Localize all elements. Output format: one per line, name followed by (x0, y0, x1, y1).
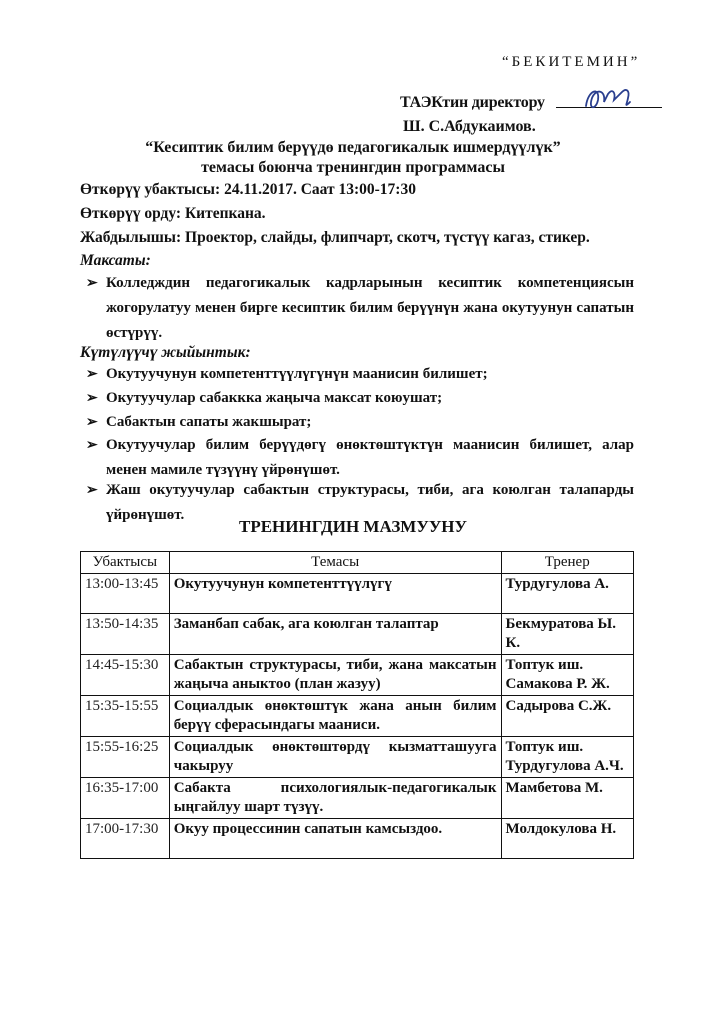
title-line-2: темасы боюнча тренингдин программасы (201, 159, 505, 176)
info-time (80, 180, 640, 201)
cell-topic: Сабакта психологиялык-педагогикалык ыңгайлуу шарт түзүү. (169, 778, 501, 819)
cell-topic: Социалдык өнөктөштөрдү кызматташууга чакыруу (169, 737, 501, 778)
training-table (80, 551, 634, 859)
table-row (81, 614, 634, 655)
director-position: ТАЭКтин директору (400, 94, 545, 111)
cell-topic: Социалдык өнөктөштүк жана анын билим берүү сферасындагы мааниси. (169, 696, 501, 737)
result-text: Сабактын сапаты жакшырат; (106, 414, 312, 430)
table-row (81, 574, 634, 614)
cell-time: 14:45-15:30 (81, 655, 170, 696)
cell-topic: Окуу процессинин сапатын камсыздоо. (169, 819, 501, 859)
cell-trainer: Топтук иш. Самакова Р. Ж. (501, 655, 633, 696)
result-text: Окутуучулар сабаккка жаңыча максат коюушат; (106, 390, 443, 406)
cell-time: 15:35-15:55 (81, 696, 170, 737)
signature-icon (578, 80, 638, 116)
arrow-bullet-icon: ➢ (86, 415, 98, 430)
info-place-label: Өткөрүү орду: (80, 205, 182, 222)
result-item-3 (86, 410, 634, 435)
content-heading: ТРЕНИНГДИН МАЗМУУНУ (238, 517, 467, 536)
arrow-bullet-icon: ➢ (86, 483, 98, 498)
document-title (80, 138, 626, 178)
goals-label: Максаты: (80, 252, 151, 269)
info-place (80, 204, 640, 225)
table-row (81, 819, 634, 859)
director-name: Ш. С.Абдукаимов. (403, 118, 536, 135)
result-item-4 (86, 433, 634, 483)
result-text: Жаш окутуучулар сабактын структурасы, тиби, ага коюлган талапарды үйрөнүшөт. (106, 482, 634, 523)
result-item-2 (86, 386, 634, 411)
cell-topic: Окутуучунун компетенттүүлүгү (169, 574, 501, 614)
info-equipment-label: Жабдылышы: (80, 229, 182, 246)
info-place-value: Китепкана. (181, 205, 266, 222)
goal-item (86, 271, 634, 346)
arrow-bullet-icon: ➢ (86, 367, 98, 382)
info-equipment (80, 228, 640, 249)
cell-time: 17:00-17:30 (81, 819, 170, 859)
cell-trainer: Бекмуратова Ы. К. (501, 614, 633, 655)
arrow-bullet-icon: ➢ (86, 391, 98, 406)
header-time: Убактысы (81, 552, 170, 574)
result-text: Окутуучунун компетенттүүлүгүнүн маанисин билишет; (106, 366, 488, 382)
info-time-value: 24.11.2017. Саат 13:00-17:30 (220, 181, 416, 198)
arrow-bullet-icon: ➢ (86, 276, 98, 291)
title-line-1: “Кесиптик билим берүүдө педагогикалык ишмердүүлүк” (145, 139, 561, 156)
cell-time: 16:35-17:00 (81, 778, 170, 819)
table-row (81, 655, 634, 696)
result-item-1 (86, 362, 634, 387)
info-equipment-value: Проектор, слайды, флипчарт, скотч, түстүү кагаз, стикер. (181, 229, 590, 246)
goal-text: Колледждин педагогикалык кадрларынын кесиптик компетенциясын жогорулатуу менен бирге кесиптик билим берүүнүн жана окутуунун сапатын өстүрүү. (106, 275, 634, 341)
cell-trainer: Топтук иш. Турдугулова А.Ч. (501, 737, 633, 778)
results-label: Күтүлүүчү жыйынтык: (80, 344, 251, 361)
cell-time: 13:00-13:45 (81, 574, 170, 614)
table-row (81, 778, 634, 819)
table-header-row (81, 552, 634, 574)
header-trainer: Тренер (501, 552, 633, 574)
cell-time: 13:50-14:35 (81, 614, 170, 655)
cell-trainer: Турдугулова А. (501, 574, 633, 614)
table-row (81, 696, 634, 737)
arrow-bullet-icon: ➢ (86, 438, 98, 453)
cell-trainer: Садырова С.Ж. (501, 696, 633, 737)
cell-trainer: Мамбетова М. (501, 778, 633, 819)
cell-topic: Заманбап сабак, ага коюлган талаптар (169, 614, 501, 655)
approval-stamp-text: “БЕКИТЕМИН” (502, 54, 641, 70)
result-text: Окутуучулар билим берүүдөгү өнөктөштүктүн маанисин билишет, алар менен мамиле түзүүнү үйрөнүшөт. (106, 437, 634, 478)
table-row (81, 737, 634, 778)
cell-topic: Сабактын структурасы, тиби, жана максатын жаңыча аныктоо (план жазуу) (169, 655, 501, 696)
cell-trainer: Молдокулова Н. (501, 819, 633, 859)
header-topic: Темасы (169, 552, 501, 574)
info-time-label: Өткөрүү убактысы: (80, 181, 221, 198)
cell-time: 15:55-16:25 (81, 737, 170, 778)
